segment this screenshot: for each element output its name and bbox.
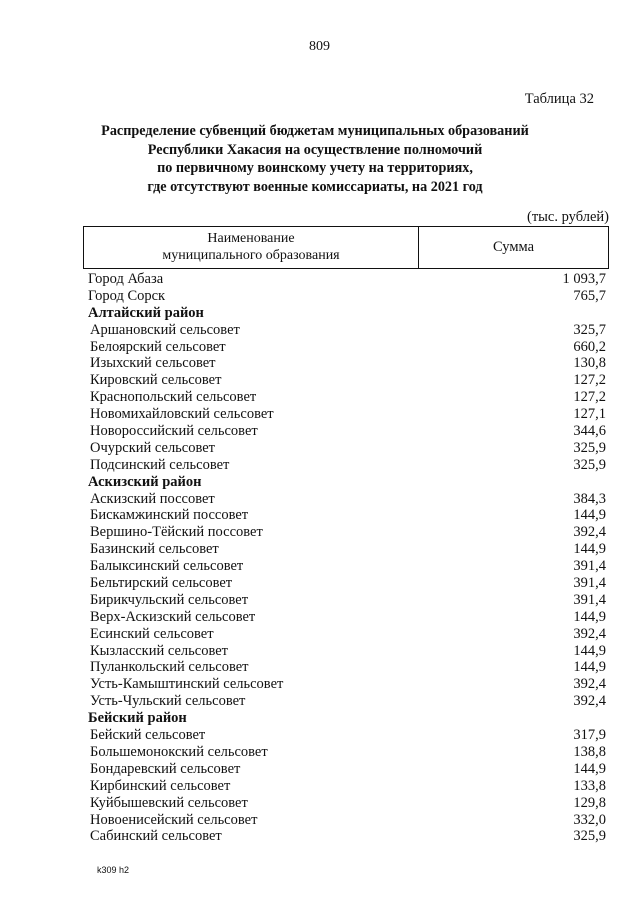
table-row [88, 643, 606, 660]
row-name: Новороссийский сельсовет [90, 423, 258, 440]
row-value: 130,8 [573, 355, 606, 372]
row-name: Кызласский сельсовет [90, 642, 228, 659]
row-value: 127,2 [573, 389, 606, 406]
table-row [88, 828, 606, 845]
row-name: Бирикчульский сельсовет [90, 591, 249, 608]
table-row [88, 744, 606, 761]
units-label: (тыс. рублей) [527, 209, 609, 225]
row-value: 325,9 [573, 828, 606, 845]
row-name: Кировский сельсовет [90, 372, 222, 389]
row-value: 144,9 [573, 541, 606, 558]
row-value: 392,4 [573, 693, 606, 710]
row-value: 392,4 [573, 524, 606, 541]
row-value: 144,9 [573, 608, 606, 625]
table-row [88, 372, 606, 389]
row-value: 660,2 [573, 338, 606, 355]
row-name: Пуланкольский сельсовет [90, 659, 249, 676]
row-value: 392,4 [573, 676, 606, 693]
row-value: 325,9 [573, 456, 606, 473]
table-row [88, 558, 606, 575]
table-row [88, 795, 606, 812]
row-value: 391,4 [573, 591, 606, 608]
table-label: Таблица 32 [524, 91, 594, 107]
row-name: Бейский сельсовет [90, 727, 206, 744]
row-value: 144,9 [573, 507, 606, 524]
row-value: 127,1 [573, 406, 606, 423]
table-row [88, 812, 606, 829]
table-row [88, 575, 606, 592]
row-name: Новомихайловский сельсовет [90, 406, 274, 423]
district-row [88, 474, 606, 491]
row-name: Краснопольский сельсовет [90, 389, 257, 406]
table-row [88, 659, 606, 676]
table-row [88, 355, 606, 372]
table-row [88, 423, 606, 440]
district-row [88, 305, 606, 322]
table-row [88, 491, 606, 508]
table-row [88, 609, 606, 626]
table-row [88, 693, 606, 710]
row-name: Город Абаза [88, 271, 164, 287]
row-name: Кирбинский сельсовет [90, 777, 231, 794]
title-line: где отсутствуют военные комиссариаты, на 2021 год [147, 178, 483, 195]
table-row [88, 288, 606, 305]
table-header [83, 226, 609, 269]
row-value: 765,7 [573, 287, 606, 304]
column-header-sum: Сумма [492, 239, 535, 255]
row-name: Балыксинский сельсовет [90, 558, 244, 575]
row-value: 332,0 [573, 811, 606, 828]
row-name: Белоярский сельсовет [90, 338, 226, 355]
row-value: 325,7 [573, 321, 606, 338]
row-name: Верх-Аскизский сельсовет [90, 608, 256, 625]
table-row [88, 727, 606, 744]
table-row [88, 507, 606, 524]
row-value: 144,9 [573, 642, 606, 659]
row-value: 344,6 [573, 423, 606, 440]
row-value: 317,9 [573, 727, 606, 744]
district-row [88, 710, 606, 727]
table-row [88, 440, 606, 457]
table-row [88, 778, 606, 795]
table-row [88, 592, 606, 609]
row-value: 144,9 [573, 760, 606, 777]
table-row [88, 541, 606, 558]
row-value: 138,8 [573, 743, 606, 760]
row-value: 127,2 [573, 372, 606, 389]
title-line: по первичному воинскому учету на территориях, [157, 160, 473, 176]
row-name: Город Сорск [88, 287, 166, 304]
row-name: Усть-Чульский сельсовет [90, 693, 246, 710]
row-name: Бельтирский сельсовет [90, 575, 233, 592]
column-header-name-line: муниципального образования [162, 248, 340, 263]
document-title [80, 122, 550, 196]
column-header-name-line: Наименование [207, 231, 295, 246]
row-name: Базинский сельсовет [90, 541, 219, 558]
row-name: Алтайский район [88, 304, 204, 321]
table-row [88, 322, 606, 339]
row-value: 391,4 [573, 558, 606, 575]
row-name: Аршановский сельсовет [90, 321, 240, 338]
row-name: Подсинский сельсовет [90, 456, 230, 473]
row-value: 133,8 [573, 777, 606, 794]
row-name: Усть-Камыштинский сельсовет [90, 676, 284, 693]
table-row [88, 389, 606, 406]
row-name: Бискамжинский поссовет [90, 507, 249, 524]
table-row [88, 339, 606, 356]
page-number: 809 [309, 39, 330, 54]
row-value: 325,9 [573, 439, 606, 456]
row-name: Изыхский сельсовет [90, 355, 216, 372]
row-name: Есинский сельсовет [90, 625, 214, 642]
title-line: Республики Хакасия на осуществление полномочий [147, 141, 483, 158]
row-name: Новоенисейский сельсовет [90, 811, 258, 828]
title-line: Распределение субвенций бюджетам муниципальных образований [101, 123, 529, 139]
row-value: 129,8 [573, 794, 606, 811]
row-value: 1 093,7 [562, 271, 606, 287]
row-name: Сабинский сельсовет [90, 828, 222, 845]
row-value: 391,4 [573, 575, 606, 592]
row-name: Очурский сельсовет [90, 439, 216, 456]
table-body [88, 271, 606, 845]
table-row [88, 626, 606, 643]
column-header-name [84, 227, 419, 268]
row-value: 392,4 [573, 625, 606, 642]
table-row [88, 676, 606, 693]
row-value: 144,9 [573, 659, 606, 676]
row-value: 384,3 [573, 490, 606, 507]
table-row [88, 457, 606, 474]
table-row [88, 761, 606, 778]
row-name: Аскизский поссовет [90, 490, 215, 507]
row-name: Бейский район [88, 710, 187, 727]
table-row [88, 271, 606, 288]
row-name: Куйбышевский сельсовет [90, 794, 248, 811]
footer-code: k309 h2 [97, 865, 130, 875]
row-name: Большемонокский сельсовет [90, 743, 268, 760]
row-name: Вершино-Тёйский поссовет [90, 524, 263, 541]
row-name: Аскизский район [88, 473, 202, 490]
table-row [88, 524, 606, 541]
row-name: Бондаревский сельсовет [90, 760, 241, 777]
table-row [88, 406, 606, 423]
